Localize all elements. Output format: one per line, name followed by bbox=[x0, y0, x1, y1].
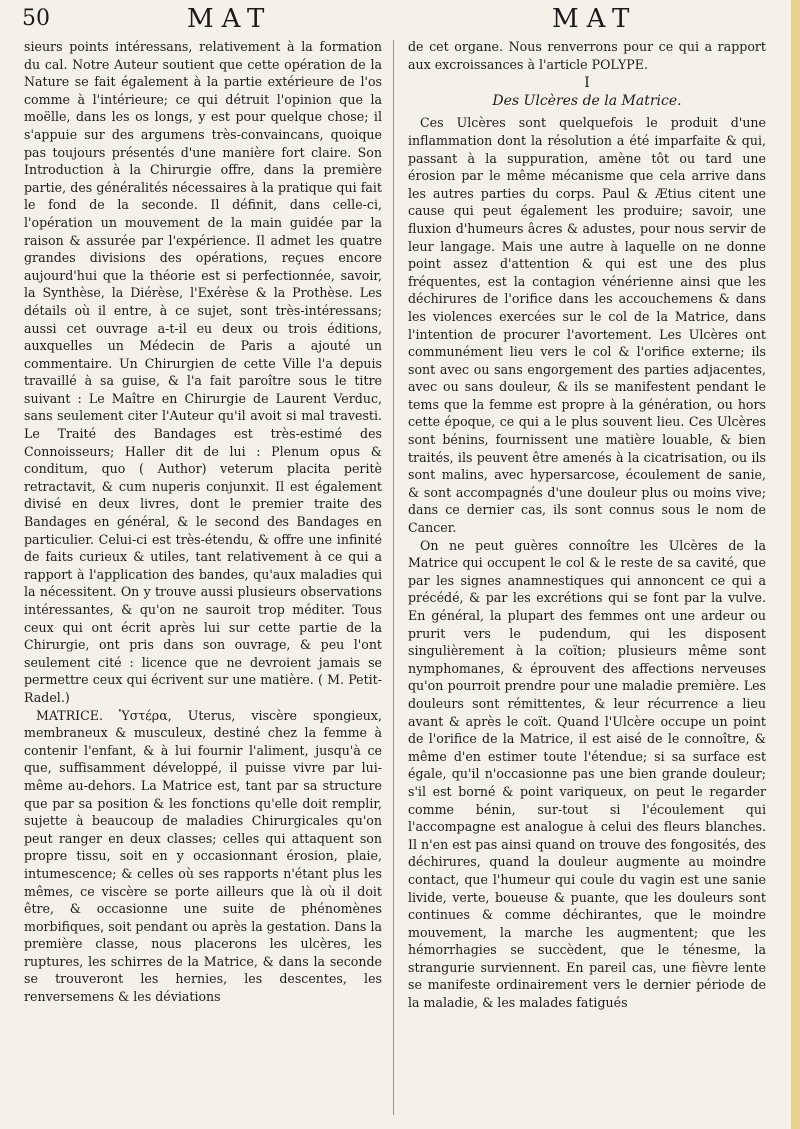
page-edge bbox=[791, 0, 800, 1129]
paragraph-cont: sieurs points intéressans, relativement à la formation du cal. Notre Auteur soutient que cette opération de la Nature se fait également à la partie extérieure de l'os comme à l'intérieure; ce qui détruit l'opinion que la moëlle, dans les os longs, y est pour quelque chose; il s'appuie sur des argumens très-convaincans, quoique pas toujours présentés d'une manière fort claire. Son Introduction à la Chirurgie offre, dans la première partie, des généralités nécessaires à la pratique qui fait le fond de la seconde. Il définit, dans celle-ci, l'opération un mouvement de la main guidée par la raison & assurée par l'expérience. Il admet les quatre grandes divisions des opérations, reçues encore aujourd'hui que la théorie est si perfectionnée, savoir, la Synthèse, la Diérèse, l'Exérèse & la Prothèse. Les détails où il entre, à ce sujet, sont très-intéressans; aussi cet ouvrage a-t-il eu deux ou trois éditions, auxquelles un Médecin de Paris a ajouté un commentaire. Un Chirurgien de cette Ville l'a depuis travaillé à sa guise, & l'a fait paroître sous le titre suivant : Le Maître en Chirurgie de Laurent Verduc, sans seulement citer l'Auteur qu'il avoit si mal travesti. Le Traité des Bandages est très-estimé des Connoisseurs; Haller dit de lui : Plenum opus & conditum, quo ( Author) veterum placita peritè retractavit, & cum nuperis conjunxit. Il est également divisé en deux livres, dont le premier traite des Bandages en général, & le second des Bandages en particulier. Celui-ci est très-étendu, & offre une infinité de faits curieux & utiles, tant relativement à ce qui a rapport à l'application des bandes, qu'aux maladies qui la nécessitent. On y trouve aussi plusieurs observations intéressantes, & qu'on ne sauroit trop méditer. Tous ceux qui ont écrit après lui sur cette partie de la Chirurgie, ont pris dans son ouvrage, & peu l'ont seulement cité : licence que ne devroient jamais se permettre ceux qui écrivent sur une matière. ( M. Petit-Radel.) bbox=[24, 39, 382, 705]
paragraph-matrice: MATRICE. Ὑστέρα, Uterus, viscère spongieux, membraneux & musculeux, destiné chez la femme à contenir l'enfant, & à lui fournir l'aliment, jusqu'à ce que, suffisamment développé, il puisse vivre par lui-même au-dehors. La Matrice est, tant par sa structure que par sa position & les fonctions qu'elle doit remplir, sujette à beaucoup de maladies Chirurgicales qu'on peut ranger en deux classes; celles qui attaquent son propre tissu, soit en y occasionnant érosion, plaie, intumescence; & celles où ses rapports n'étant plus les mêmes, ce viscère se porte ailleurs que là où il doit être, & occasionne une suite de phénomènes morbifiques, soit pendant ou après la gestation. Dans la première classe, nous placerons les ulcères, les ruptures, les schirres de la Matrice, & dans la seconde se trouveront les hernies, les descentes, les renversemens & les déviations bbox=[24, 707, 382, 1005]
column-divider bbox=[393, 40, 394, 1115]
page-header bbox=[22, 4, 778, 40]
page-number: 50 bbox=[22, 6, 50, 31]
section-title: Des Ulcères de la Matrice. bbox=[492, 92, 682, 109]
paragraph-ulceres-1: Ces Ulcères sont quelquefois le produit d'une inflammation dont la résolution a été imparfaite & qui, passant à la suppuration, amène tôt ou tard une érosion par le même mécanisme que cela arrive dans les autres parties du corps. Paul & Ætius citent une cause qui peut également les produire; savoir, une fluxion d'humeurs âcres & adustes, pour nous servir de leur langage. Mais une autre à laquelle on ne donne point assez d'attention & qui est une des plus fréquentes, est la contagion vénérienne ainsi que les déchirures de l'orifice dans les accouchemens & dans les violences exercées sur le col de la Matrice, dans l'intention de procurer l'avortement. Les Ulcères ont communément lieu vers le col & l'orifice externe; ils sont avec ou sans engorgement des parties adjacentes, avec ou sans douleur, & ils se manifestent pendant le tems que la femme est propre à la génération, ou hors cette époque, ce qui a le plus souvent lieu. Ces Ulcères sont bénins, fournissent une matière louable, & bien traités, ils peuvent être amenés à la cicatrisation, ou ils sont malins, avec hypersarcose, écoulement de sanie, & sont accompagnés d'une douleur plus ou moins vive; dans ce dernier cas, ils sont connus sous le nom de Cancer. bbox=[408, 115, 766, 536]
running-head-right: MAT bbox=[552, 4, 638, 34]
right-column bbox=[408, 38, 766, 1012]
paragraph-intro: de cet organe. Nous renverrons pour ce qui a rapport aux excroissances à l'article POLYPE. bbox=[408, 39, 766, 72]
left-column bbox=[24, 38, 382, 1006]
running-head-left: MAT bbox=[187, 4, 273, 34]
section-number: I bbox=[584, 75, 590, 92]
paragraph-ulceres-2: On ne peut guères connoître les Ulcères de la Matrice qui occupent le col & le reste de sa cavité, que par les signes anamnestiques qui annoncent ce qui a précédé, & par les excrétions qui se font par la vulve. En général, la plupart des femmes ont une ardeur ou prurit vers le pudendum, qui les disposent singulièrement à la coïtion; plusieurs même sont nymphomanes, & éprouvent des affections nerveuses qu'on pourroit prendre pour une maladie première. Les douleurs sont rémittentes, & leur récurrence a lieu avant & après le coït. Quand l'Ulcère occupe un point de l'orifice de la Matrice, il est aisé de le connoître, & même d'en estimer toute l'étendue; si sa surface est égale, qu'il n'occasionne pas une bien grande douleur; s'il est borné & point variqueux, on peut le regarder comme bénin, sur-tout si l'écoulement qui l'accompagne est analogue à celui des fleurs blanches. Il n'en est pas ainsi quand on trouve des fongosités, des déchirures, quand la douleur augmente au moindre contact, que l'humeur qui coule du vagin est une sanie livide, verte, boueuse & puante, que les douleurs sont continues & comme déchirantes, que le moindre mouvement, la marche les augmentent; que les hémorrhagies se succèdent, que le ténesme, la strangurie surviennent. En pareil cas, une fièvre lente se manifeste ordinairement vers le dernier période de la maladie, & les malades fatigués bbox=[408, 537, 766, 1011]
